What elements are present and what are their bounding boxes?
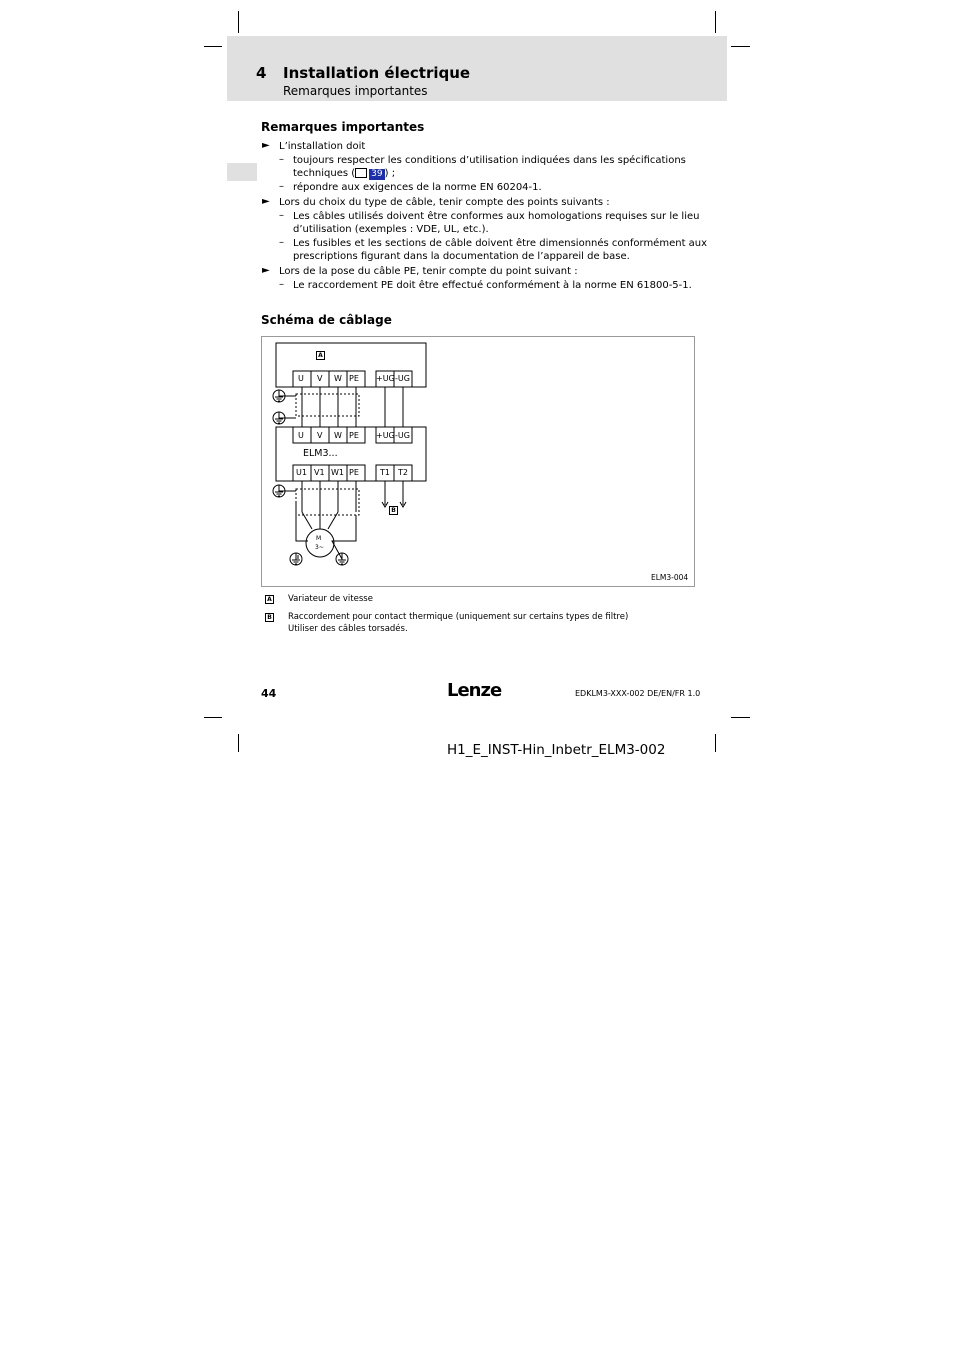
ground-icon xyxy=(290,553,302,565)
bullet-1-sub-1-post: ) ; xyxy=(384,168,396,179)
terminal-label: U1 xyxy=(296,468,307,477)
bullet-2-sub-1-line-2: d’utilisation (exemples : VDE, UL, etc.). xyxy=(293,224,489,235)
bullet-2-sub-1-line-1: Les câbles utilisés doivent être conformes aux homologations requises sur le lieu xyxy=(293,211,700,222)
crop-mark-bl-v xyxy=(238,734,239,752)
terminal-label: W xyxy=(334,374,342,383)
device-label: ELM3... xyxy=(303,448,338,459)
section-breadcrumb: Remarques importantes xyxy=(283,84,428,98)
book-icon xyxy=(355,168,367,178)
wiring-diagram-figure xyxy=(261,336,695,587)
terminal-label: U xyxy=(298,431,304,440)
crop-mark-tr-h xyxy=(731,46,750,47)
bullet-triangle-icon: ► xyxy=(262,140,270,151)
terminal-label: T2 xyxy=(398,468,408,477)
bullet-3-text: Lors de la pose du câble PE, tenir compte du point suivant : xyxy=(279,266,578,277)
motor-label: M xyxy=(316,535,322,542)
terminal-label: V1 xyxy=(314,468,325,477)
bullet-3-sub-1: Le raccordement PE doit être effectué conformément à la norme EN 61800-5-1. xyxy=(293,280,692,291)
terminal-label: U xyxy=(298,374,304,383)
bullet-1-sub-1-line-2 xyxy=(293,167,395,180)
terminal-label: V xyxy=(317,374,323,383)
dash-marker: – xyxy=(279,237,284,248)
terminal-label: V xyxy=(317,431,323,440)
terminal-label: -UG xyxy=(395,431,410,440)
ground-icon xyxy=(336,553,348,565)
terminal-label: -UG xyxy=(395,374,410,383)
terminal-label: PE xyxy=(349,374,359,383)
dash-marker: – xyxy=(279,154,284,165)
wiring-diagram xyxy=(262,337,694,586)
motor-sub-label: 3~ xyxy=(315,544,324,551)
crop-mark-tl-v xyxy=(238,11,239,33)
legend-b-marker: B xyxy=(265,611,274,623)
crop-mark-br-v xyxy=(715,734,716,752)
terminal-label: +UG xyxy=(376,374,395,383)
crop-mark-br-h xyxy=(731,717,750,718)
shield-2 xyxy=(296,489,359,515)
legend-b-line-1: Raccordement pour contact thermique (uniquement sur certains types de filtre) xyxy=(288,612,629,622)
terminal-label: PE xyxy=(349,468,359,477)
bullet-triangle-icon: ► xyxy=(262,265,270,276)
chapter-number: 4 xyxy=(256,64,267,82)
bullet-1-sub-1-line-1: toujours respecter les conditions d’utilisation indiquées dans les spécifications xyxy=(293,155,686,166)
dash-marker: – xyxy=(279,181,284,192)
dash-marker: – xyxy=(279,210,284,221)
page-number: 44 xyxy=(261,687,277,700)
bullet-2-sub-2-line-2: prescriptions figurant dans la documentation de l’appareil de base. xyxy=(293,251,630,262)
crop-mark-bl-h xyxy=(204,717,222,718)
marker-a: A xyxy=(316,350,325,360)
terminal-label: T1 xyxy=(380,468,390,477)
bullet-1-text: L’installation doit xyxy=(279,141,366,152)
document-code: EDKLM3-XXX-002 DE/EN/FR 1.0 xyxy=(575,689,701,698)
crop-mark-tr-v xyxy=(715,11,716,33)
bullet-1-sub-2: répondre aux exigences de la norme EN 60204-1. xyxy=(293,182,542,193)
legend-a-marker: A xyxy=(265,593,274,605)
bullet-1-sub-1-pre: techniques ( xyxy=(293,168,356,179)
bullet-triangle-icon: ► xyxy=(262,196,270,207)
shield-1 xyxy=(296,394,359,416)
crop-mark-tl-h xyxy=(204,46,222,47)
margin-tab xyxy=(227,163,257,181)
bullet-2-sub-2-line-1: Les fusibles et les sections de câble doivent être dimensionnés conformément aux xyxy=(293,238,708,249)
file-name: H1_E_INST-Hin_Inbetr_ELM3-002 xyxy=(447,742,666,758)
legend-b-line-2: Utiliser des câbles torsadés. xyxy=(288,624,408,634)
terminal-label: W1 xyxy=(331,468,344,477)
terminal-label: W xyxy=(334,431,342,440)
page-link-39[interactable]: 39 xyxy=(371,169,383,179)
legend-a-text: Variateur de vitesse xyxy=(288,594,373,604)
bullet-2-text: Lors du choix du type de câble, tenir compte des points suivants : xyxy=(279,197,610,208)
dash-marker: – xyxy=(279,279,284,290)
motor-circle xyxy=(306,529,334,557)
chapter-title: Installation électrique xyxy=(283,64,471,82)
figure-id: ELM3-004 xyxy=(651,573,689,582)
marker-b: B xyxy=(389,505,398,515)
section-title-schema: Schéma de câblage xyxy=(261,313,392,327)
lenze-logo: Lenze xyxy=(447,680,502,701)
terminal-label: PE xyxy=(349,431,359,440)
section-title-remarques: Remarques importantes xyxy=(261,120,425,134)
terminal-label: +UG xyxy=(376,431,395,440)
